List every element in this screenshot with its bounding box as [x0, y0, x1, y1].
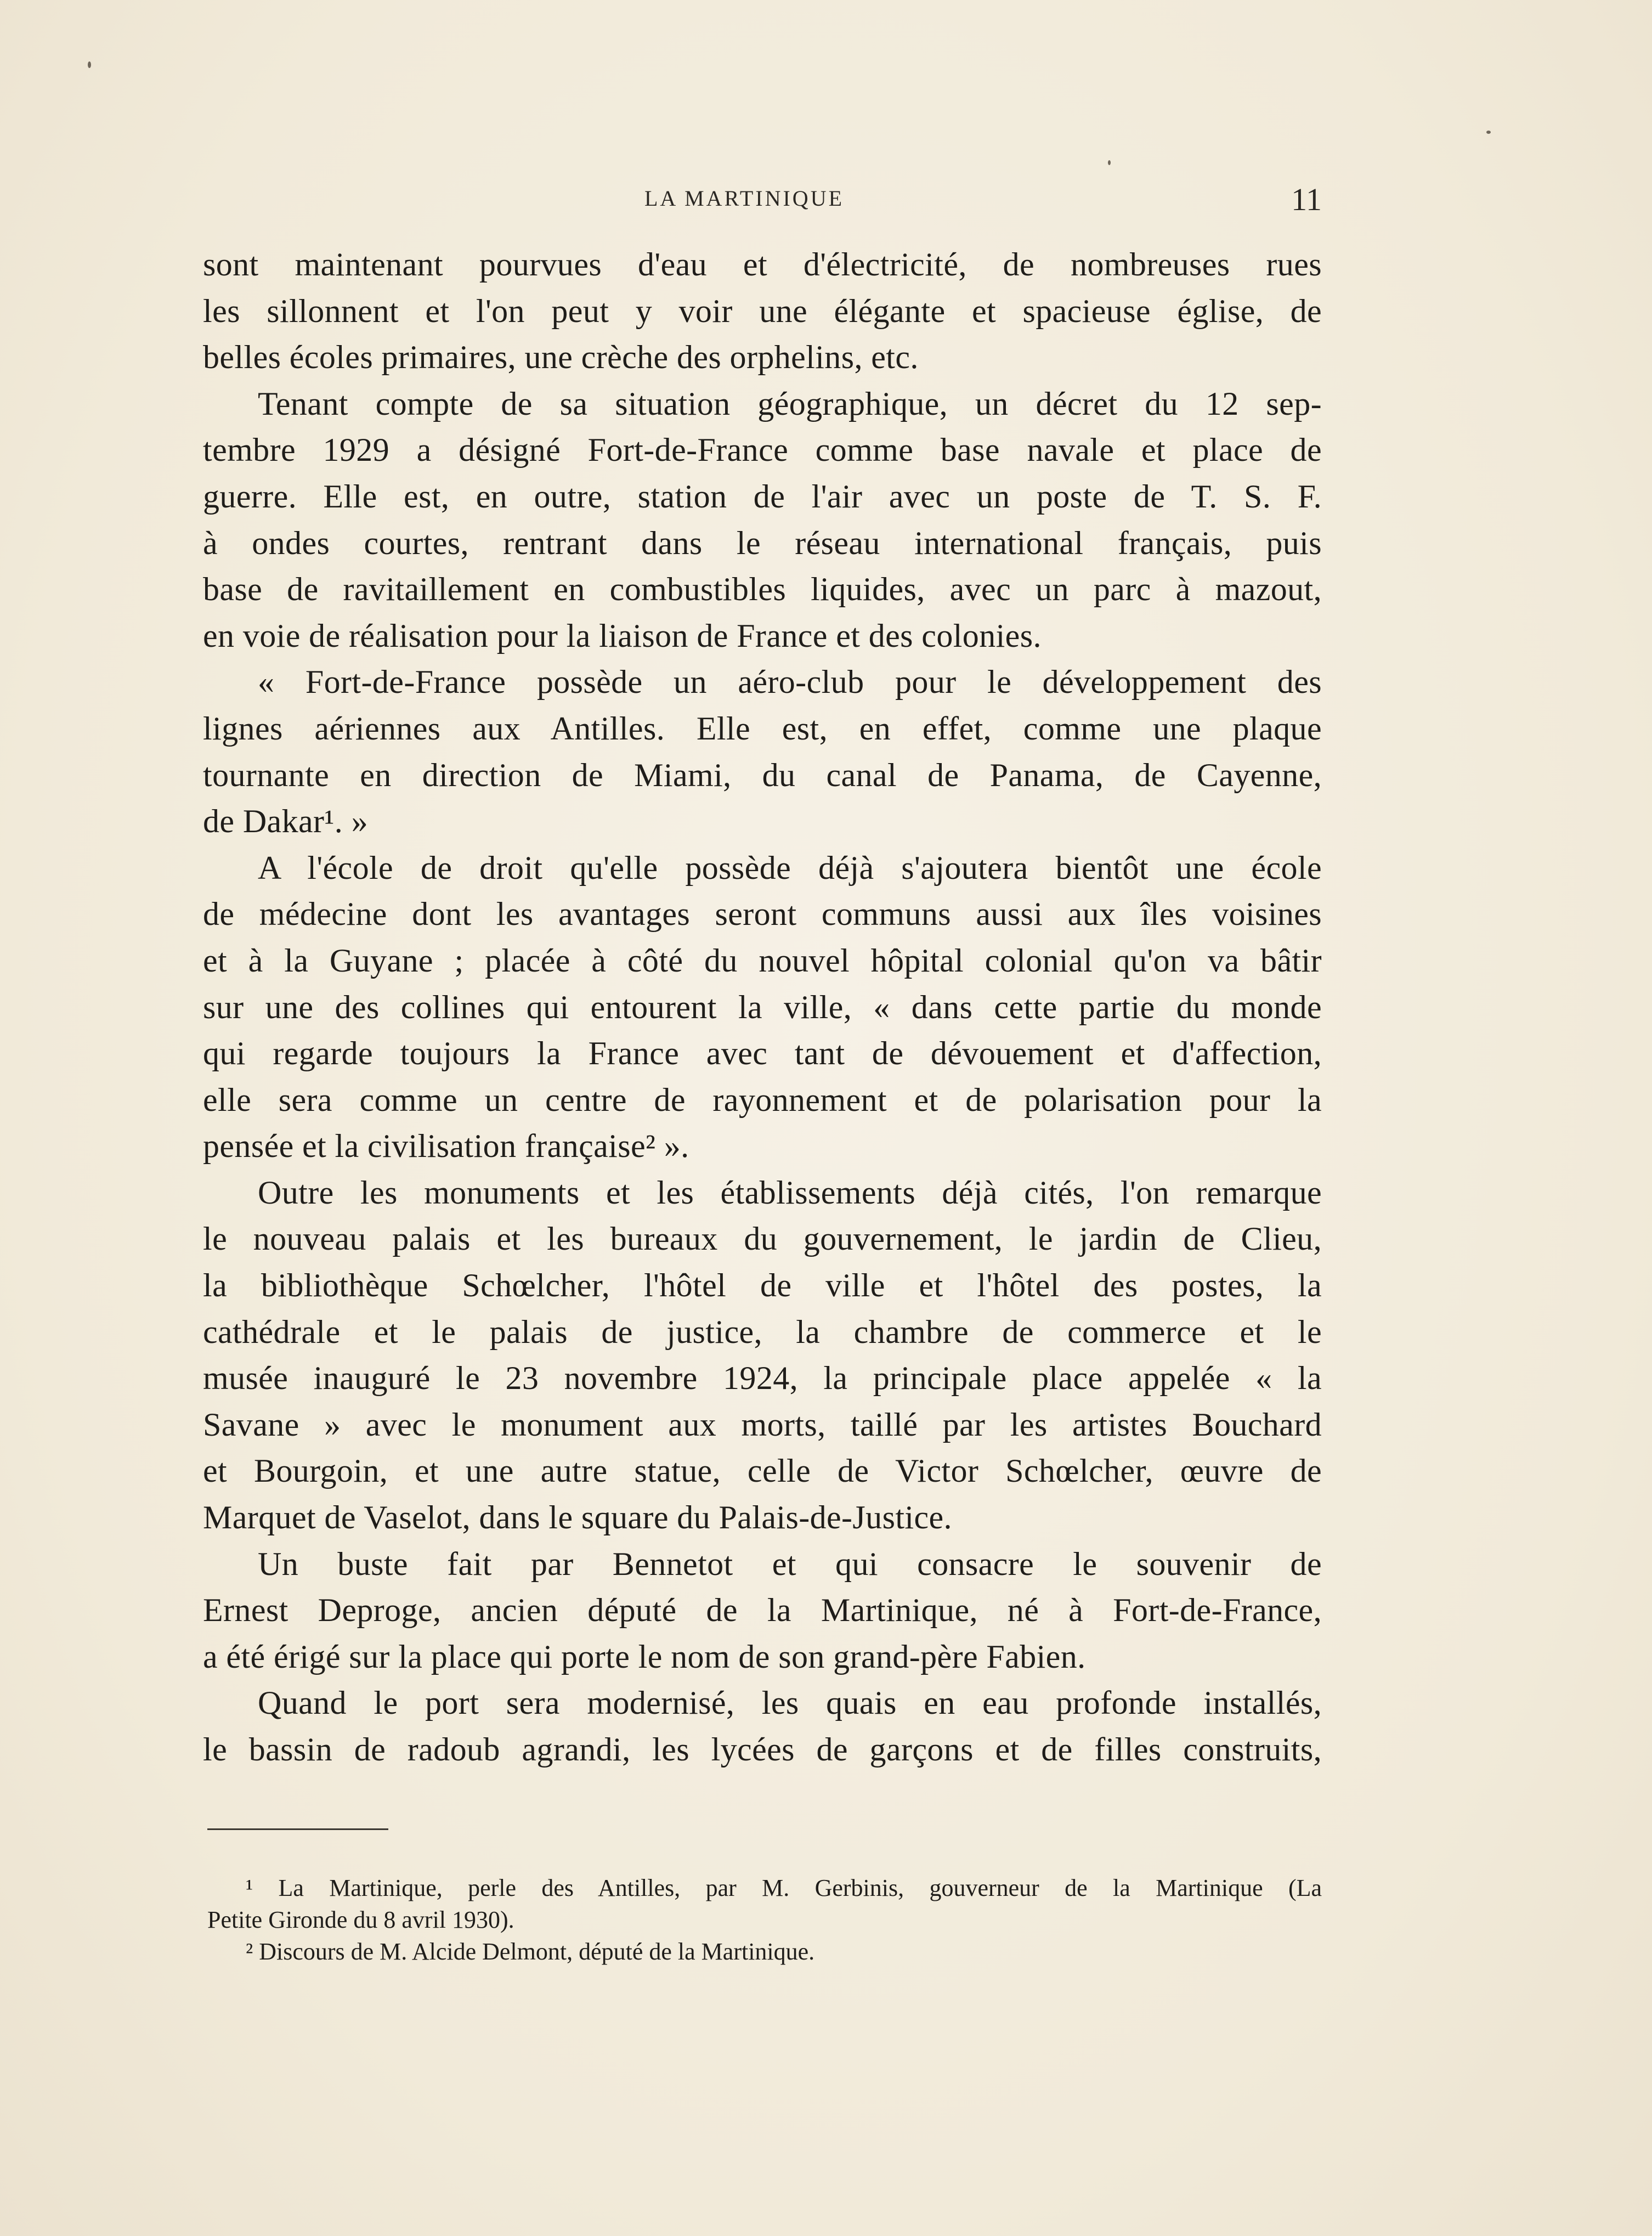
text-line: tembre 1929 a désigné Fort-de-France comme base navale et place de	[203, 432, 1322, 468]
text-line: sur une des collines qui entourent la ville, « dans cette partie du monde	[203, 989, 1322, 1025]
text-line: musée inauguré le 23 novembre 1924, la principale place appelée « la	[203, 1360, 1322, 1397]
text-line: lignes aériennes aux Antilles. Elle est, en effet, comme une plaque	[203, 710, 1322, 747]
text-line: le bassin de radoub agrandi, les lycées de garçons et de filles construits,	[203, 1731, 1322, 1768]
text-line: a été érigé sur la place qui porte le nom de son grand-père Fabien.	[203, 1638, 1086, 1675]
text-line: Ernest Deproge, ancien député de la Martinique, né à Fort-de-France,	[203, 1592, 1322, 1629]
text-line: de médecine dont les avantages seront communs aussi aux îles voisines	[203, 896, 1322, 933]
text-line: guerre. Elle est, en outre, station de l'air avec un poste de T. S. F.	[203, 478, 1322, 515]
text-line: « Fort-de-France possède un aéro-club pour le développement des	[258, 664, 1322, 701]
text-line: Outre les monuments et les établissements déjà cités, l'on remarque	[258, 1174, 1322, 1211]
text-line: le nouveau palais et les bureaux du gouvernement, le jardin de Clieu,	[203, 1221, 1322, 1257]
text-line: de Dakar¹. »	[203, 803, 368, 840]
text-line: pensée et la civilisation française² ».	[203, 1128, 689, 1165]
text-line: Quand le port sera modernisé, les quais en eau profonde installés,	[258, 1685, 1322, 1721]
text-line: à ondes courtes, rentrant dans le réseau international français, puis	[203, 524, 1322, 561]
text-line: Un buste fait par Bennetot et qui consacre le souvenir de	[258, 1545, 1322, 1582]
text-line: A l'école de droit qu'elle possède déjà s'ajoutera bientôt une école	[258, 849, 1322, 886]
text-line: belles écoles primaires, une crèche des orphelins, etc.	[203, 339, 919, 376]
text-line: Savane » avec le monument aux morts, taillé par les artistes Bouchard	[203, 1406, 1322, 1443]
paper-speck	[1108, 160, 1111, 165]
paper-speck	[1486, 131, 1491, 134]
text-line: tournante en direction de Miami, du canal de Panama, de Cayenne,	[203, 756, 1322, 793]
text-line: Tenant compte de sa situation géographique, un décret du 12 sep-	[258, 385, 1322, 422]
text-line: et Bourgoin, et une autre statue, celle de Victor Schœlcher, œuvre de	[203, 1453, 1322, 1489]
footnotes	[207, 1872, 1322, 1968]
running-head	[203, 181, 1322, 219]
text-line: la bibliothèque Schœlcher, l'hôtel de ville et l'hôtel des postes, la	[203, 1267, 1322, 1304]
text-line: qui regarde toujours la France avec tant de dévouement et d'affection,	[203, 1035, 1322, 1072]
body-text	[203, 241, 1322, 1773]
text-line: et à la Guyane ; placée à côté du nouvel hôpital colonial qu'on va bâtir	[203, 942, 1322, 979]
page-number: 11	[1291, 182, 1322, 217]
text-line: elle sera comme un centre de rayonnement et de polarisation pour la	[203, 1081, 1322, 1118]
text-line: sont maintenant pourvues d'eau et d'électricité, de nombreuses rues	[203, 246, 1322, 283]
text-line: Marquet de Vaselot, dans le square du Palais-de-Justice.	[203, 1499, 952, 1536]
footnote-1-line-1: ¹ La Martinique, perle des Antilles, par M. Gerbinis, gouverneur de la Martinique (La	[246, 1874, 1322, 1901]
footnote-1-line-2: Petite Gironde du 8 avril 1930).	[207, 1906, 514, 1933]
text-line: cathédrale et le palais de justice, la chambre de commerce et le	[203, 1313, 1322, 1350]
footnote-2: ² Discours de M. Alcide Delmont, député de la Martinique.	[246, 1938, 815, 1965]
text-line: base de ravitaillement en combustibles liquides, avec un parc à mazout,	[203, 571, 1322, 608]
text-line: en voie de réalisation pour la liaison de France et des colonies.	[203, 617, 1042, 654]
text-line: les sillonnent et l'on peut y voir une élégante et spacieuse église, de	[203, 292, 1322, 329]
paper-speck	[88, 61, 91, 68]
footnote-divider	[207, 1828, 388, 1830]
running-head-title: LA MARTINIQUE	[644, 186, 845, 211]
